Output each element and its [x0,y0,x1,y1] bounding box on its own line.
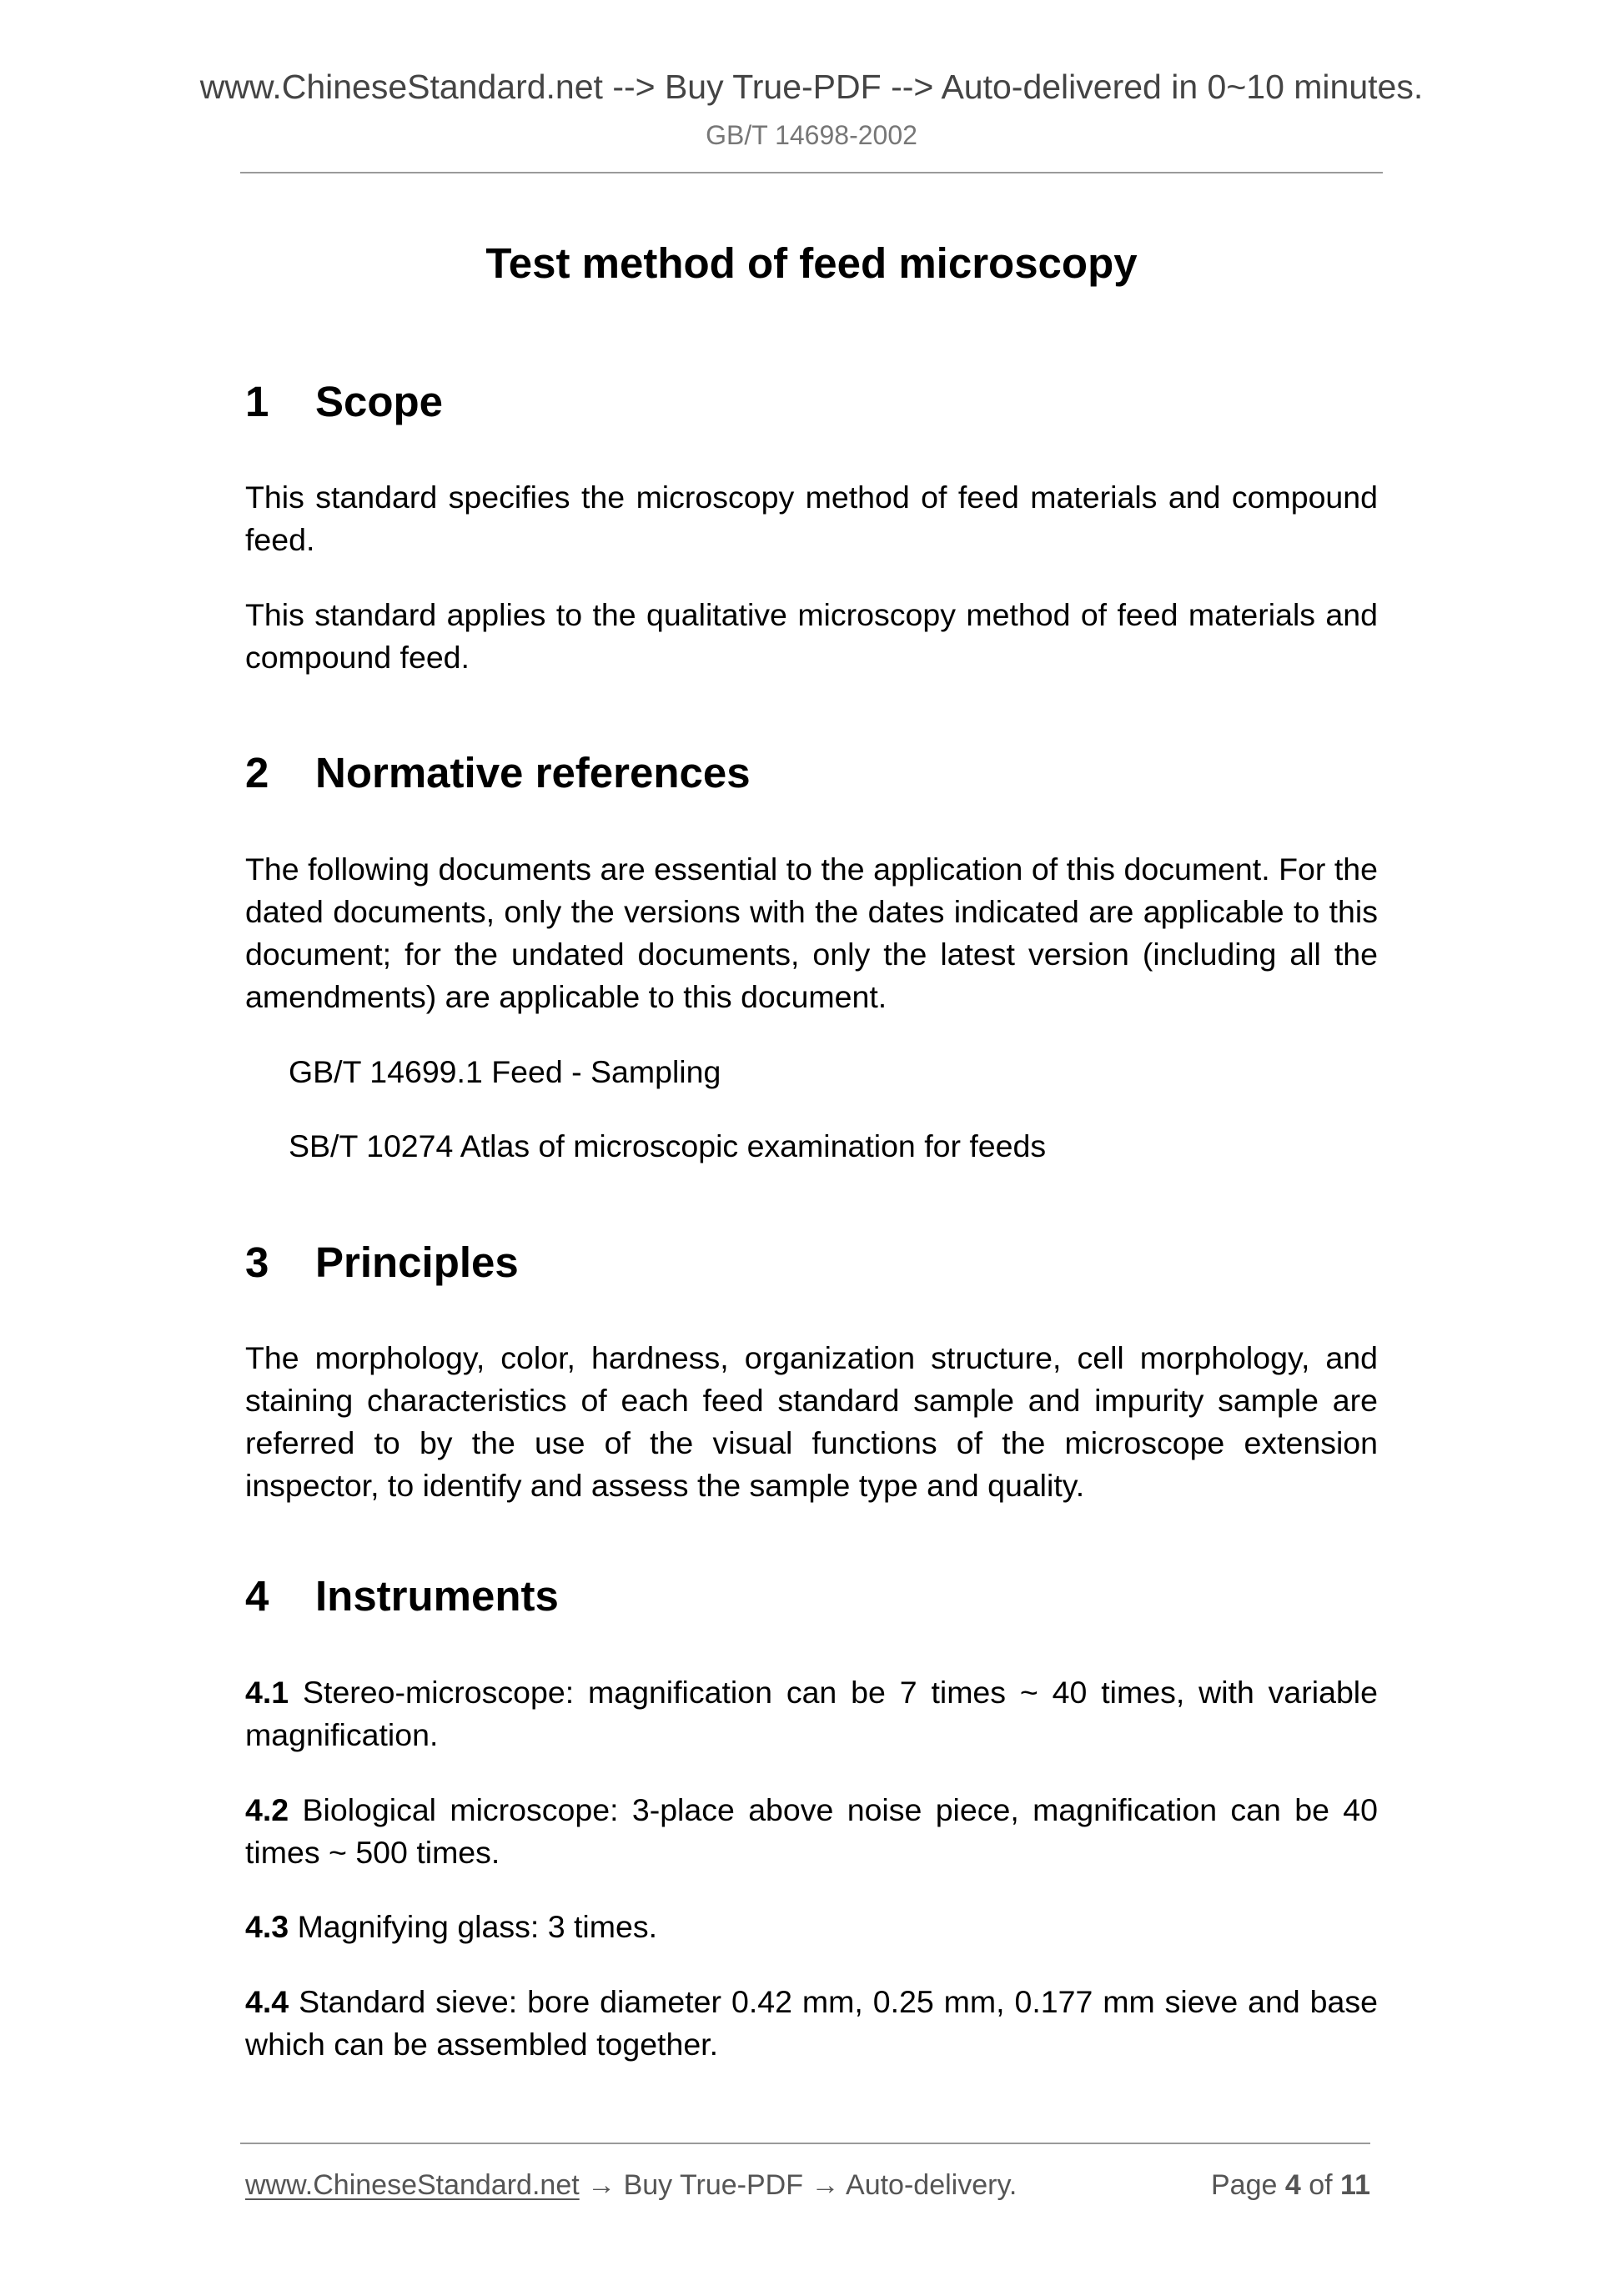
clause-number: 4.3 [245,1909,289,1944]
page-label: Page [1211,2169,1278,2201]
normative-references-paragraph: The following documents are essential to the application of this document. For the dated documents, only the versions with the dates indicated are applicable to this document; for the undated documents, only the latest version (including all the amendments) are applicable to this document. [245,852,1378,1014]
clause-number: 4.2 [245,1792,289,1827]
section-title: Scope [315,378,444,425]
footer-promo [245,2165,1017,2205]
clause-4-1 [245,1671,1378,1756]
reference-item: SB/T 10274 Atlas of microscopic examination for feeds [289,1128,1047,1163]
header-standard-code: GB/T 14698-2002 [706,120,917,150]
footer-divider [240,2143,1370,2144]
website-link[interactable]: www.ChineseStandard.net [245,2169,580,2201]
section-title: Normative references [315,749,751,796]
clause-4-4 [245,1981,1378,2066]
footer-buy-text: Buy True-PDF [623,2169,803,2201]
clause-4-3 [245,1906,1378,1948]
clause-text: Magnifying glass: 3 times. [297,1909,657,1944]
clause-number: 4.1 [245,1675,289,1710]
arrow-right-icon: → [587,2169,616,2201]
document-title: Test method of feed microscopy [485,239,1138,287]
section-heading-scope [245,375,443,429]
section-number: 4 [245,1572,269,1620]
scope-paragraph-1: This standard specifies the microscopy method of feed materials and compound feed. [245,480,1378,557]
scope-paragraph-2: This standard applies to the qualitative microscopy method of feed materials and compound feed. [245,597,1378,675]
page-total: 11 [1340,2169,1370,2201]
clause-4-2 [245,1789,1378,1874]
page-current: 4 [1284,2169,1301,2201]
footer-delivery-text: Auto-delivery. [846,2169,1018,2201]
clause-text: Standard sieve: bore diameter 0.42 mm, 0.25 mm, 0.177 mm sieve and base which can be assembled together. [245,1984,1378,2062]
clause-text: Biological microscope: 3-place above noise piece, magnification can be 40 times ~ 500 times. [245,1792,1378,1870]
section-heading-instruments [245,1570,559,1623]
page-indicator [1211,2165,1370,2205]
section-heading-principles [245,1236,519,1289]
reference-item: GB/T 14699.1 Feed - Sampling [289,1054,721,1089]
arrow-right-icon: → [811,2169,840,2201]
section-number: 3 [245,1238,269,1286]
clause-number: 4.4 [245,1984,289,2019]
clause-text: Stereo-microscope: magnification can be 7 times ~ 40 times, with variable magnification. [245,1675,1378,1752]
section-number: 2 [245,749,269,796]
section-title: Instruments [315,1572,559,1620]
section-title: Principles [315,1238,519,1286]
principles-paragraph: The morphology, color, hardness, organization structure, cell morphology, and staining characteristics of each feed standard sample and impurity sample are referred to by the use of the visual functions of the microscope extension inspector, to identify and assess the sample type and quality. [245,1340,1378,1503]
section-number: 1 [245,378,269,425]
header-divider [240,172,1383,173]
header-promo-text: www.ChineseStandard.net --> Buy True-PDF --> Auto-delivered in 0~10 minutes. [199,68,1424,106]
section-heading-normative-references [245,746,751,800]
page-of: of [1309,2169,1333,2201]
